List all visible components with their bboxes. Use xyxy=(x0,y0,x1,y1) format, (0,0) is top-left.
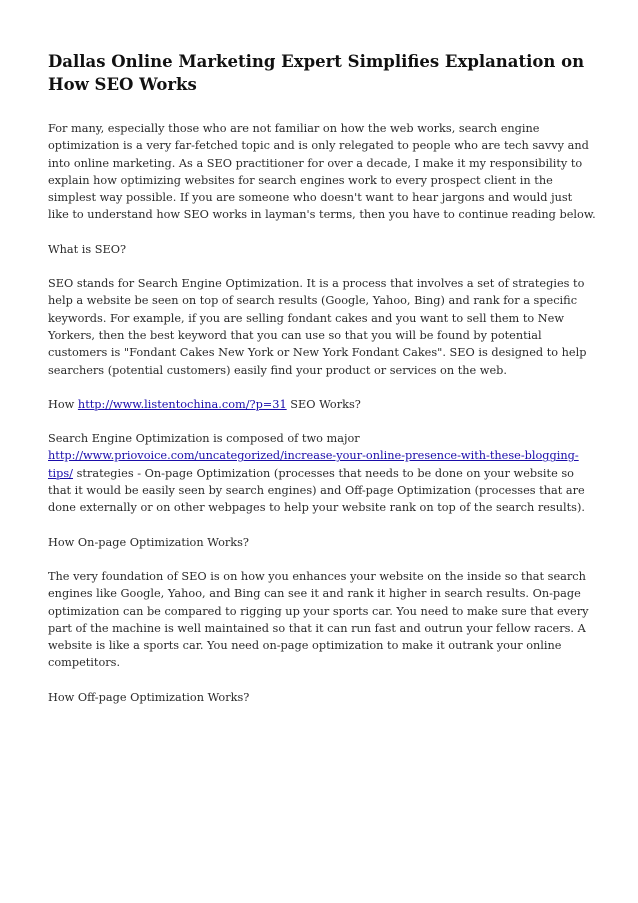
what-is-seo-paragraph: SEO stands for Search Engine Optimization. It is a process that involves a set of strategies to help a website be seen on top of search results (Google, Yahoo, Bing) and rank for a specific keywords. For example, if you are selling fondant cakes and you want to sell them to New Yorkers, then the best keyword that you can use so that you will be found by potential customers is "Fondant Cakes New York or New York Fondant Cakes". SEO is designed to help searchers (potential customers) easily find your product or services on the web. xyxy=(48,277,587,377)
listentochina-link[interactable]: http://www.listentochina.com/?p=31 xyxy=(77,397,287,411)
composed-suffix: strategies - On-page Optimization (processes that needs to be done on your website so that it would be easily seen by search engines) and Off-page Optimization (processes that are done externally or on other webpages to help your website rank on top of the search results). xyxy=(48,466,585,515)
priovoice-link[interactable]: http://www.priovoice.com/uncategorized/increase-your-online-presence-with-these-blogging-tips/ xyxy=(48,449,579,480)
how-heading-prefix: How xyxy=(48,397,78,411)
composed-prefix: Search Engine Optimization is composed of two major xyxy=(48,432,360,446)
intro-paragraph: For many, especially those who are not familiar on how the web works, search engine optimization is a very far-fetched topic and is only relegated to people who are tech savvy and into online marketing. As a SEO practitioner for over a decade, I make it my responsibility to explain how optimizing websites for search engines work to every prospect client in the simplest way possible. If you are someone who doesn't want to hear jargons and would just like to understand how SEO works in layman's terms, then you have to continue reading below. xyxy=(48,122,596,222)
onpage-paragraph: The very foundation of SEO is on how you enhances your website on the inside so that search engines like Google, Yahoo, and Bing can see it and rank it higher in search results. On-page optimization can be compared to rigging up your sports car. You need to make sure that every part of the machine is well maintained so that it can run fast and outrun your fellow racers. A website is like a sports car. You need on-page optimization to make it outrank your online competitors. xyxy=(48,569,589,670)
onpage-heading: How On-page Optimization Works? xyxy=(48,535,249,549)
document-page xyxy=(48,50,596,723)
offpage-heading: How Off-page Optimization Works? xyxy=(48,690,250,704)
how-seo-works-heading xyxy=(48,396,596,413)
what-is-seo-heading: What is SEO? xyxy=(48,242,127,256)
document-title: Dallas Online Marketing Expert Simplifies Explanation on How SEO Works xyxy=(48,52,585,94)
how-heading-suffix: SEO Works? xyxy=(286,397,361,411)
composed-paragraph xyxy=(48,430,596,516)
